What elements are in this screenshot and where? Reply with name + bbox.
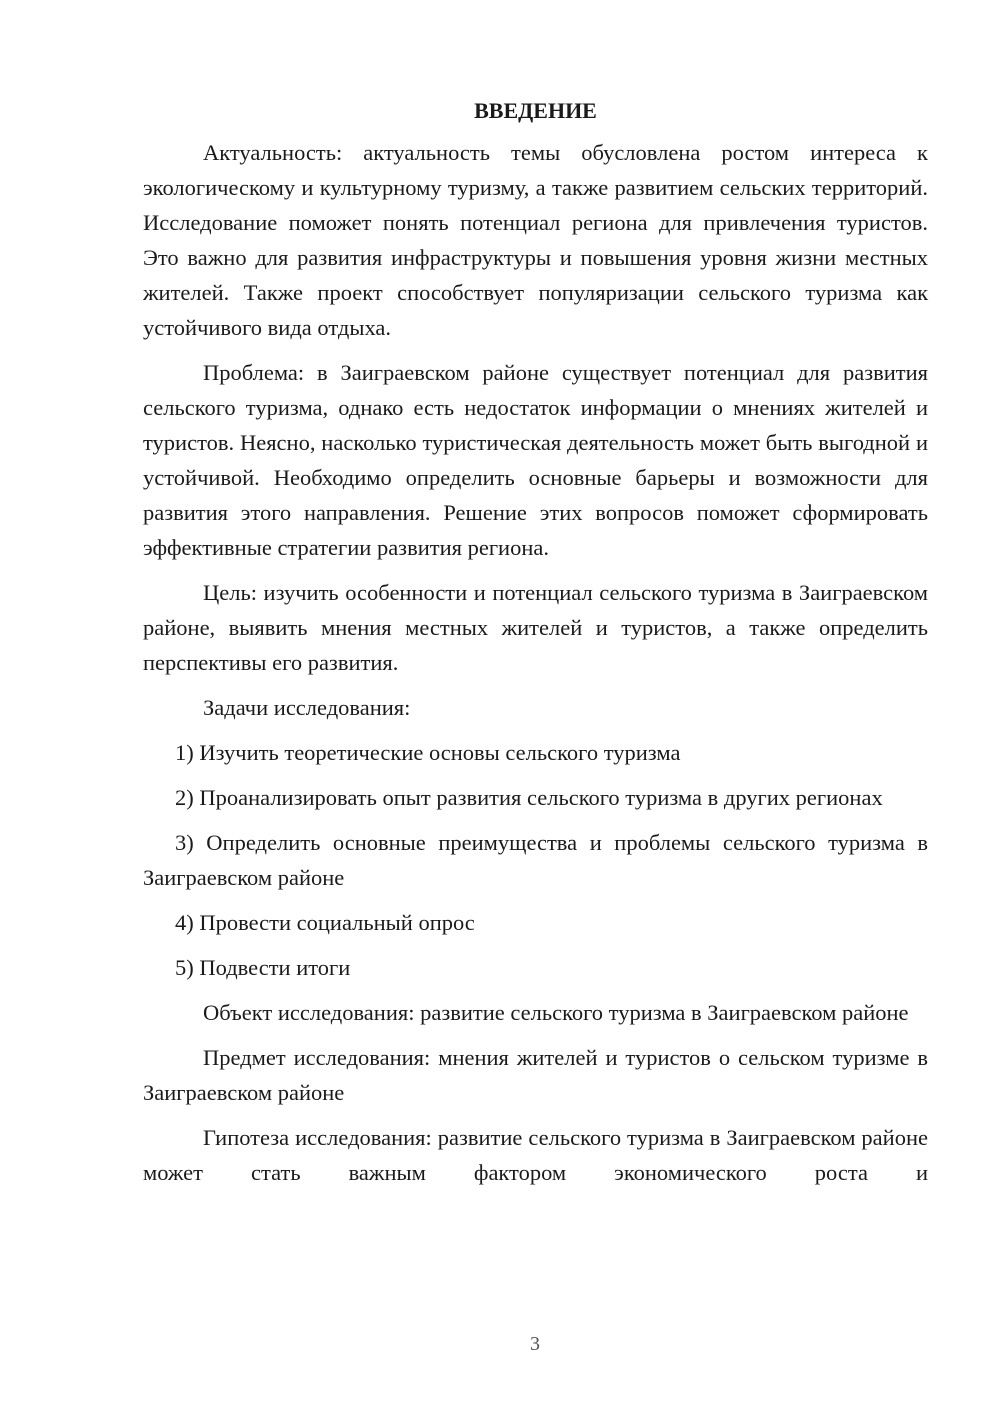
section-heading: ВВЕДЕНИЕ — [474, 98, 597, 123]
task-item-1: 1) Изучить теоретические основы сельского туризма — [175, 740, 681, 765]
document-body — [143, 95, 928, 1190]
subject-paragraph: Предмет исследования: мнения жителей и туристов о сельском туризме в Заиграевском районе — [143, 1045, 928, 1105]
goal-paragraph: Цель: изучить особенности и потенциал сельского туризма в Заиграевском районе, выявить мнения местных жителей и туристов, а также определить перспективы его развития. — [143, 580, 928, 675]
task-item-2: 2) Проанализировать опыт развития сельского туризма в других регионах — [175, 785, 883, 810]
task-item-4: 4) Провести социальный опрос — [175, 910, 475, 935]
page-number: 3 — [530, 1333, 540, 1355]
object-paragraph: Объект исследования: развитие сельского туризма в Заиграевском районе — [203, 1000, 909, 1025]
hypothesis-paragraph: Гипотеза исследования: развитие сельского туризма в Заиграевском районе может стать важным фактором экономического роста и — [143, 1125, 928, 1185]
relevance-paragraph: Актуальность: актуальность темы обусловлена ростом интереса к экологическому и культурному туризму, а также развитием сельских территорий. Исследование поможет понять потенциал региона для привлечения туристов. Это важно для развития инфраструктуры и повышения уровня жизни местных жителей. Также проект способствует популяризации сельского туризма как устойчивого вида отдыха. — [143, 140, 928, 340]
task-item-5: 5) Подвести итоги — [175, 955, 351, 980]
problem-paragraph: Проблема: в Заиграевском районе существует потенциал для развития сельского туризма, однако есть недостаток информации о мнениях жителей и туристов. Неясно, насколько туристическая деятельность может быть выгодной и устойчивой. Необходимо определить основные барьеры и возможности для развития этого направления. Решение этих вопросов поможет сформировать эффективные стратегии развития региона. — [143, 360, 928, 560]
tasks-title: Задачи исследования: — [203, 695, 411, 720]
task-item-3: 3) Определить основные преимущества и проблемы сельского туризма в Заиграевском районе — [143, 830, 928, 890]
